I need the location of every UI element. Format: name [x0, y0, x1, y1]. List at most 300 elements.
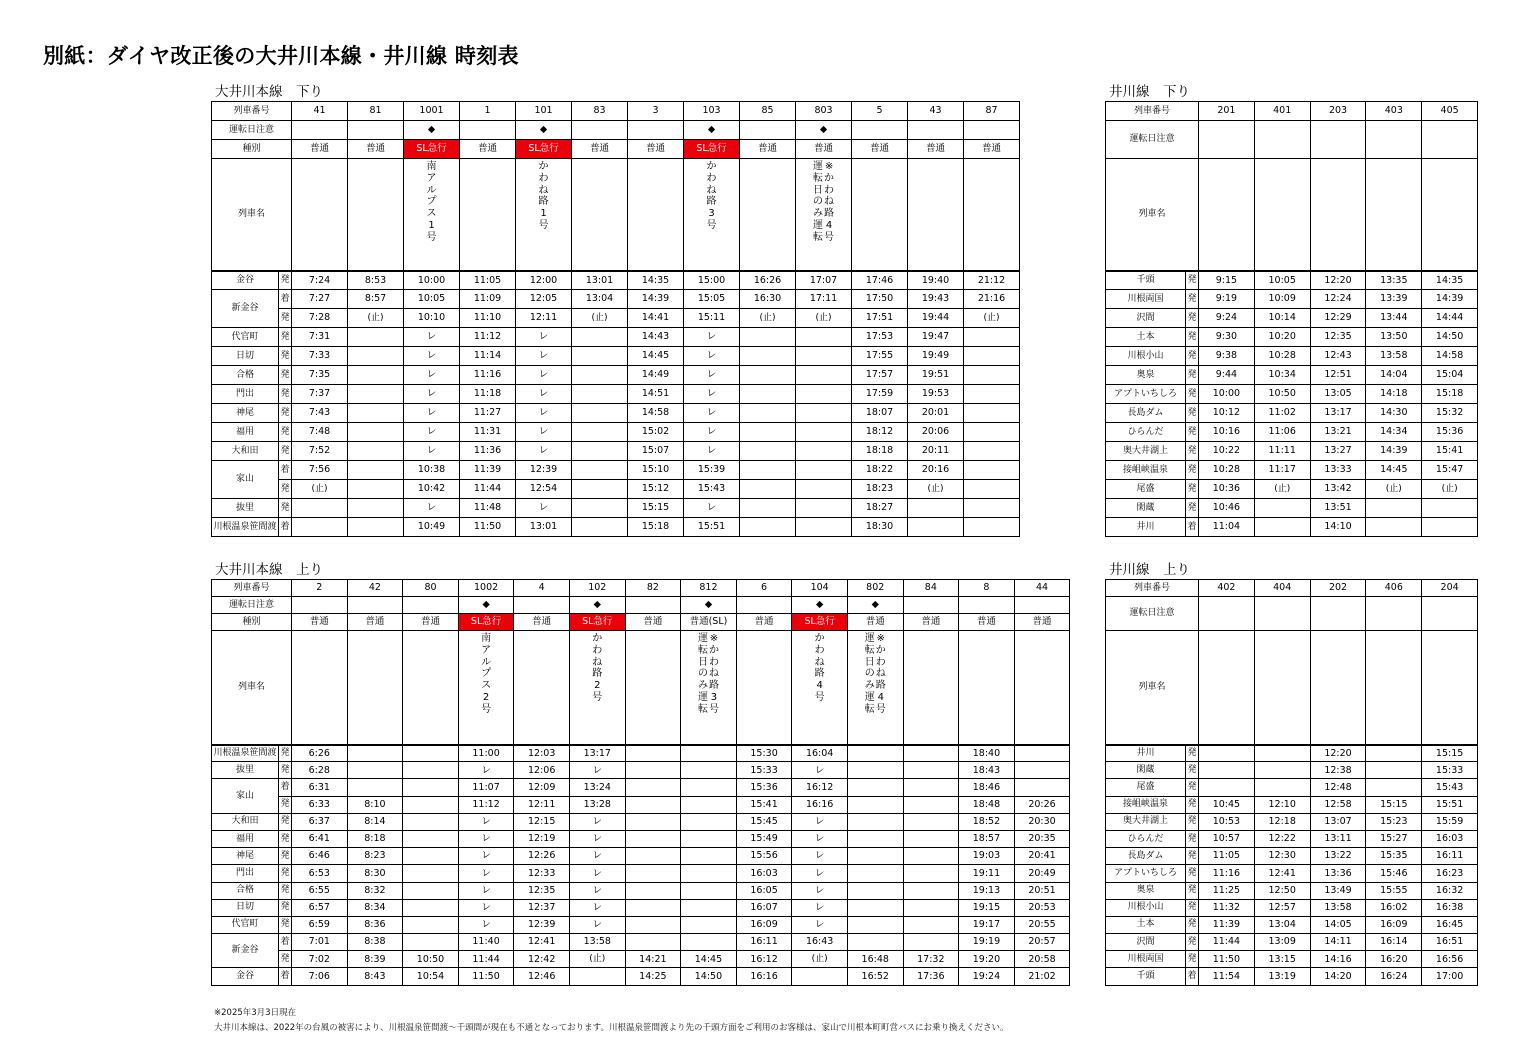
- station-row: [1106, 271, 1478, 290]
- time-cell: 14:58: [1422, 347, 1478, 366]
- time-cell: [964, 347, 1020, 366]
- caution-cell: [1422, 597, 1478, 631]
- time-cell: [681, 813, 737, 830]
- station-row: [212, 442, 1020, 461]
- time-cell: 15:23: [1366, 813, 1422, 830]
- time-cell: 11:14: [460, 347, 516, 366]
- station-row: [212, 762, 1070, 779]
- time-cell: [625, 899, 681, 916]
- station-name: アプトいちしろ: [1106, 385, 1186, 404]
- pass-mark: レ: [516, 499, 572, 518]
- terminates-mark: (止): [572, 309, 628, 328]
- station-row: [1106, 423, 1478, 442]
- time-cell: 6:26: [292, 745, 348, 762]
- time-cell: 16:51: [1422, 934, 1478, 951]
- arrival-departure-mark: 発: [279, 480, 292, 499]
- terminates-mark: (止): [740, 309, 796, 328]
- time-cell: 12:18: [1254, 813, 1310, 830]
- train-name: ※ か わ ね 路 3 号 運 転 日 の み 運 転: [681, 631, 737, 745]
- time-cell: 18:22: [852, 461, 908, 480]
- train-name: [292, 631, 348, 745]
- terminates-mark: (止): [908, 480, 964, 499]
- station-name: 代官町: [212, 916, 279, 933]
- train-number: 44: [1014, 580, 1070, 597]
- station-row: [1106, 882, 1478, 899]
- time-cell: [348, 385, 404, 404]
- time-cell: [847, 934, 903, 951]
- time-cell: 15:45: [736, 813, 792, 830]
- time-cell: [908, 518, 964, 537]
- time-cell: 12:22: [1254, 830, 1310, 847]
- time-cell: 16:03: [736, 865, 792, 882]
- time-cell: 8:30: [347, 865, 403, 882]
- arrival-departure-mark: 発: [279, 385, 292, 404]
- train-number: 83: [572, 102, 628, 121]
- arrival-departure-mark: 着: [279, 779, 292, 796]
- time-cell: [625, 865, 681, 882]
- time-cell: 21:16: [964, 290, 1020, 309]
- time-cell: 15:36: [1422, 423, 1478, 442]
- time-cell: 12:26: [514, 848, 570, 865]
- train-name-row: [1106, 159, 1478, 271]
- pass-mark: レ: [458, 882, 514, 899]
- caution-mark: ◆: [681, 597, 737, 614]
- station-name: 奥大井湖上: [1106, 813, 1186, 830]
- time-cell: 12:09: [514, 779, 570, 796]
- time-cell: 14:50: [681, 968, 737, 985]
- pass-mark: レ: [404, 366, 460, 385]
- time-cell: [796, 328, 852, 347]
- time-cell: [796, 499, 852, 518]
- arrival-departure-mark: 発: [1186, 762, 1199, 779]
- time-cell: 20:51: [1014, 882, 1070, 899]
- time-cell: 15:47: [1422, 461, 1478, 480]
- time-cell: 16:30: [740, 290, 796, 309]
- time-cell: 12:19: [514, 830, 570, 847]
- arrival-departure-mark: 着: [279, 461, 292, 480]
- time-cell: 14:41: [628, 309, 684, 328]
- train-name: [572, 159, 628, 271]
- caution-mark: ◆: [569, 597, 625, 614]
- time-cell: 18:48: [959, 796, 1015, 813]
- arrival-departure-mark: 発: [1186, 442, 1199, 461]
- arrival-departure-mark: 発: [279, 916, 292, 933]
- train-name: か わ ね 路 3 号: [684, 159, 740, 271]
- time-cell: 19:51: [908, 366, 964, 385]
- station-name: 門出: [212, 385, 279, 404]
- time-cell: [625, 830, 681, 847]
- time-cell: 8:36: [347, 916, 403, 933]
- station-row: [212, 830, 1070, 847]
- arrival-departure-mark: 発: [1186, 916, 1199, 933]
- train-name-cell: [1366, 631, 1422, 745]
- time-cell: [572, 518, 628, 537]
- time-cell: 15:39: [684, 461, 740, 480]
- station-row: [1106, 518, 1478, 537]
- train-type: 普通: [514, 614, 570, 631]
- caution-mark: ◆: [404, 121, 460, 140]
- time-cell: 17:50: [852, 290, 908, 309]
- pass-mark: レ: [792, 899, 848, 916]
- time-cell: [625, 762, 681, 779]
- train-number: 201: [1199, 102, 1255, 121]
- train-number-label: 列車番号: [1106, 580, 1199, 597]
- train-type: 普通: [292, 140, 348, 159]
- station-name: 家山: [212, 461, 279, 499]
- time-cell: [572, 499, 628, 518]
- sl-express-badge: SL急行: [516, 140, 572, 159]
- arrival-departure-mark: 発: [1186, 423, 1199, 442]
- time-cell: 20:35: [1014, 830, 1070, 847]
- time-cell: 19:49: [908, 347, 964, 366]
- station-row: [1106, 290, 1478, 309]
- time-cell: [1366, 499, 1422, 518]
- time-cell: [681, 830, 737, 847]
- station-name: 井川: [1106, 518, 1186, 537]
- time-cell: [348, 347, 404, 366]
- station-name: 尾盛: [1106, 480, 1186, 499]
- time-cell: 9:38: [1199, 347, 1255, 366]
- arrival-departure-mark: 発: [1186, 934, 1199, 951]
- time-cell: 13:09: [1254, 934, 1310, 951]
- time-cell: 15:49: [736, 830, 792, 847]
- caution-cell: [1254, 121, 1310, 159]
- time-cell: 10:20: [1254, 328, 1310, 347]
- pass-mark: レ: [458, 848, 514, 865]
- time-cell: 19:15: [959, 899, 1015, 916]
- timetable-ikawa-down: [1105, 101, 1478, 537]
- time-cell: 7:37: [292, 385, 348, 404]
- time-cell: 6:55: [292, 882, 348, 899]
- train-type-label: 種別: [212, 140, 292, 159]
- train-number: 803: [796, 102, 852, 121]
- caution-mark: [964, 121, 1020, 140]
- train-name: [736, 631, 792, 745]
- time-cell: 15:10: [628, 461, 684, 480]
- train-number: 8: [959, 580, 1015, 597]
- station-row: [1106, 385, 1478, 404]
- time-cell: 11:25: [1199, 882, 1255, 899]
- time-cell: 16:11: [736, 934, 792, 951]
- time-cell: 21:12: [964, 271, 1020, 290]
- time-cell: [903, 813, 959, 830]
- time-cell: 21:02: [1014, 968, 1070, 985]
- time-cell: 18:07: [852, 404, 908, 423]
- train-type: 普通: [625, 614, 681, 631]
- caution-mark: [292, 121, 348, 140]
- arrival-departure-mark: 発: [1186, 328, 1199, 347]
- time-cell: [908, 499, 964, 518]
- time-cell: 13:36: [1310, 865, 1366, 882]
- time-cell: 15:11: [684, 309, 740, 328]
- arrival-departure-mark: 発: [279, 404, 292, 423]
- pass-mark: レ: [516, 442, 572, 461]
- time-cell: [1366, 518, 1422, 537]
- pass-mark: レ: [458, 916, 514, 933]
- time-cell: 14:49: [628, 366, 684, 385]
- pass-mark: レ: [569, 762, 625, 779]
- train-number: 81: [348, 102, 404, 121]
- time-cell: [681, 796, 737, 813]
- time-cell: 17:00: [1422, 968, 1478, 985]
- terminates-mark: (止): [569, 951, 625, 968]
- time-cell: 18:52: [959, 813, 1015, 830]
- time-cell: 11:12: [458, 796, 514, 813]
- arrival-departure-mark: 発: [279, 499, 292, 518]
- station-name: 千頭: [1106, 968, 1186, 985]
- time-cell: 11:18: [460, 385, 516, 404]
- time-cell: 11:48: [460, 499, 516, 518]
- terminates-mark: (止): [1254, 480, 1310, 499]
- time-cell: 15:33: [1422, 762, 1478, 779]
- time-cell: 15:27: [1366, 830, 1422, 847]
- train-number: 812: [681, 580, 737, 597]
- station-row: [1106, 779, 1478, 796]
- time-cell: 10:42: [404, 480, 460, 499]
- time-cell: 16:09: [1366, 916, 1422, 933]
- time-cell: 10:57: [1199, 830, 1255, 847]
- time-cell: 15:02: [628, 423, 684, 442]
- station-name: 長島ダム: [1106, 404, 1186, 423]
- section-title-ikawa-down: 井川線 下り: [1109, 84, 1190, 100]
- time-cell: [964, 461, 1020, 480]
- train-number: 1001: [404, 102, 460, 121]
- pass-mark: レ: [684, 404, 740, 423]
- pass-mark: レ: [404, 499, 460, 518]
- caution-mark: [740, 121, 796, 140]
- train-name: [852, 159, 908, 271]
- train-number: 2: [292, 580, 348, 597]
- pass-mark: レ: [516, 347, 572, 366]
- train-number: 103: [684, 102, 740, 121]
- time-cell: 16:02: [1366, 899, 1422, 916]
- train-name: [347, 631, 403, 745]
- caution-mark: [348, 121, 404, 140]
- time-cell: 14:04: [1366, 366, 1422, 385]
- pass-mark: レ: [684, 423, 740, 442]
- arrival-departure-mark: 発: [279, 309, 292, 328]
- time-cell: 11:39: [460, 461, 516, 480]
- time-cell: 10:16: [1199, 423, 1255, 442]
- time-cell: 19:03: [959, 848, 1015, 865]
- pass-mark: レ: [569, 865, 625, 882]
- time-cell: [1254, 745, 1310, 762]
- pass-mark: レ: [792, 813, 848, 830]
- time-cell: 16:09: [736, 916, 792, 933]
- pass-mark: レ: [516, 328, 572, 347]
- pass-mark: レ: [516, 366, 572, 385]
- time-cell: 17:11: [796, 290, 852, 309]
- time-cell: [903, 916, 959, 933]
- arrival-departure-mark: 発: [1186, 745, 1199, 762]
- pass-mark: レ: [404, 423, 460, 442]
- caution-cell: [1199, 597, 1255, 631]
- station-name: 代官町: [212, 328, 279, 347]
- time-cell: 14:18: [1366, 385, 1422, 404]
- time-cell: [348, 442, 404, 461]
- time-cell: 15:43: [1422, 779, 1478, 796]
- time-cell: 13:19: [1254, 968, 1310, 985]
- arrival-departure-mark: 発: [279, 745, 292, 762]
- time-cell: [903, 745, 959, 762]
- pass-mark: レ: [569, 848, 625, 865]
- time-cell: 13:22: [1310, 848, 1366, 865]
- time-cell: [796, 366, 852, 385]
- station-row: [212, 290, 1020, 309]
- time-cell: [903, 796, 959, 813]
- section-title-ooigawa-down: 大井川本線 下り: [215, 84, 323, 100]
- time-cell: [1422, 499, 1478, 518]
- station-row: [212, 934, 1070, 951]
- arrival-departure-mark: 着: [1186, 968, 1199, 985]
- caution-cell: [1199, 121, 1255, 159]
- time-cell: 8:14: [347, 813, 403, 830]
- train-name-row: [212, 631, 1070, 745]
- time-cell: 8:18: [347, 830, 403, 847]
- time-cell: [681, 882, 737, 899]
- arrival-departure-mark: 着: [279, 968, 292, 985]
- time-cell: 8:32: [347, 882, 403, 899]
- time-cell: 14:51: [628, 385, 684, 404]
- station-row: [212, 916, 1070, 933]
- time-cell: 16:45: [1422, 916, 1478, 933]
- station-row: [1106, 899, 1478, 916]
- time-cell: 12:41: [1254, 865, 1310, 882]
- time-cell: 17:51: [852, 309, 908, 328]
- station-name: 接岨峡温泉: [1106, 461, 1186, 480]
- time-cell: [964, 499, 1020, 518]
- arrival-departure-mark: 発: [1186, 830, 1199, 847]
- time-cell: [347, 745, 403, 762]
- time-cell: 9:15: [1199, 271, 1255, 290]
- station-row: [1106, 968, 1478, 985]
- train-number: 84: [903, 580, 959, 597]
- time-cell: 12:57: [1254, 899, 1310, 916]
- time-cell: 12:58: [1310, 796, 1366, 813]
- time-cell: 11:09: [460, 290, 516, 309]
- time-cell: 13:15: [1254, 951, 1310, 968]
- pass-mark: レ: [569, 830, 625, 847]
- station-name: 長島ダム: [1106, 848, 1186, 865]
- station-row: [212, 271, 1020, 290]
- time-cell: 15:36: [736, 779, 792, 796]
- document-title: 別紙：ダイヤ改正後の大井川本線・井川線 時刻表: [43, 44, 519, 68]
- arrival-departure-mark: 発: [279, 865, 292, 882]
- station-name: 神尾: [212, 848, 279, 865]
- train-type: 普通: [403, 614, 459, 631]
- time-cell: 19:11: [959, 865, 1015, 882]
- time-cell: [403, 848, 459, 865]
- time-cell: [1014, 762, 1070, 779]
- train-type-row: [212, 614, 1070, 631]
- arrival-departure-mark: 着: [279, 518, 292, 537]
- train-type: 普通: [903, 614, 959, 631]
- train-name: [964, 159, 1020, 271]
- caution-mark: ◆: [847, 597, 903, 614]
- arrival-departure-mark: 発: [1186, 796, 1199, 813]
- station-row: [212, 366, 1020, 385]
- station-row: [212, 518, 1020, 537]
- time-cell: 15:35: [1366, 848, 1422, 865]
- station-name: 沢間: [1106, 934, 1186, 951]
- arrival-departure-mark: 発: [1186, 480, 1199, 499]
- time-cell: 11:12: [460, 328, 516, 347]
- pass-mark: レ: [458, 813, 514, 830]
- time-cell: 16:04: [792, 745, 848, 762]
- pass-mark: レ: [569, 899, 625, 916]
- time-cell: [903, 934, 959, 951]
- time-cell: [903, 882, 959, 899]
- caution-cell: [1310, 121, 1366, 159]
- time-cell: 6:33: [292, 796, 348, 813]
- time-cell: 10:12: [1199, 404, 1255, 423]
- time-cell: 20:01: [908, 404, 964, 423]
- station-row: [212, 347, 1020, 366]
- time-cell: 12:03: [514, 745, 570, 762]
- arrival-departure-mark: 発: [1186, 309, 1199, 328]
- time-cell: 7:35: [292, 366, 348, 385]
- time-cell: 9:44: [1199, 366, 1255, 385]
- time-cell: [964, 385, 1020, 404]
- time-cell: 13:58: [1310, 899, 1366, 916]
- time-cell: 13:42: [1310, 480, 1366, 499]
- time-cell: 19:17: [959, 916, 1015, 933]
- caution-label: 運転日注意: [1106, 121, 1199, 159]
- station-name: アプトいちしろ: [1106, 865, 1186, 882]
- train-name-row: [1106, 631, 1478, 745]
- time-cell: 18:30: [852, 518, 908, 537]
- time-cell: 6:59: [292, 916, 348, 933]
- time-cell: 14:35: [1422, 271, 1478, 290]
- time-cell: [681, 762, 737, 779]
- time-cell: [1014, 779, 1070, 796]
- station-row: [212, 779, 1070, 796]
- train-name-row: [212, 159, 1020, 271]
- time-cell: [403, 865, 459, 882]
- time-cell: 7:28: [292, 309, 348, 328]
- arrival-departure-mark: 発: [279, 882, 292, 899]
- time-cell: [572, 461, 628, 480]
- time-cell: 10:36: [1199, 480, 1255, 499]
- time-cell: 14:43: [628, 328, 684, 347]
- arrival-departure-mark: 発: [279, 347, 292, 366]
- time-cell: 11:36: [460, 442, 516, 461]
- time-cell: 8:53: [348, 271, 404, 290]
- time-cell: 7:01: [292, 934, 348, 951]
- station-row: [1106, 499, 1478, 518]
- terminates-mark: (止): [348, 309, 404, 328]
- arrival-departure-mark: 発: [279, 328, 292, 347]
- station-name: 尾盛: [1106, 779, 1186, 796]
- time-cell: [796, 480, 852, 499]
- train-name: 南 ア ル プ ス 2 号: [458, 631, 514, 745]
- time-cell: 14:39: [1366, 442, 1422, 461]
- time-cell: [964, 366, 1020, 385]
- caution-mark: [852, 121, 908, 140]
- time-cell: 11:50: [458, 968, 514, 985]
- time-cell: [847, 916, 903, 933]
- time-cell: 20:53: [1014, 899, 1070, 916]
- caution-mark: [908, 121, 964, 140]
- train-type-label: 種別: [212, 614, 292, 631]
- time-cell: 11:17: [1254, 461, 1310, 480]
- time-cell: 20:41: [1014, 848, 1070, 865]
- train-name: [628, 159, 684, 271]
- time-cell: [796, 404, 852, 423]
- time-cell: 7:06: [292, 968, 348, 985]
- time-cell: 15:04: [1422, 366, 1478, 385]
- station-row: [1106, 848, 1478, 865]
